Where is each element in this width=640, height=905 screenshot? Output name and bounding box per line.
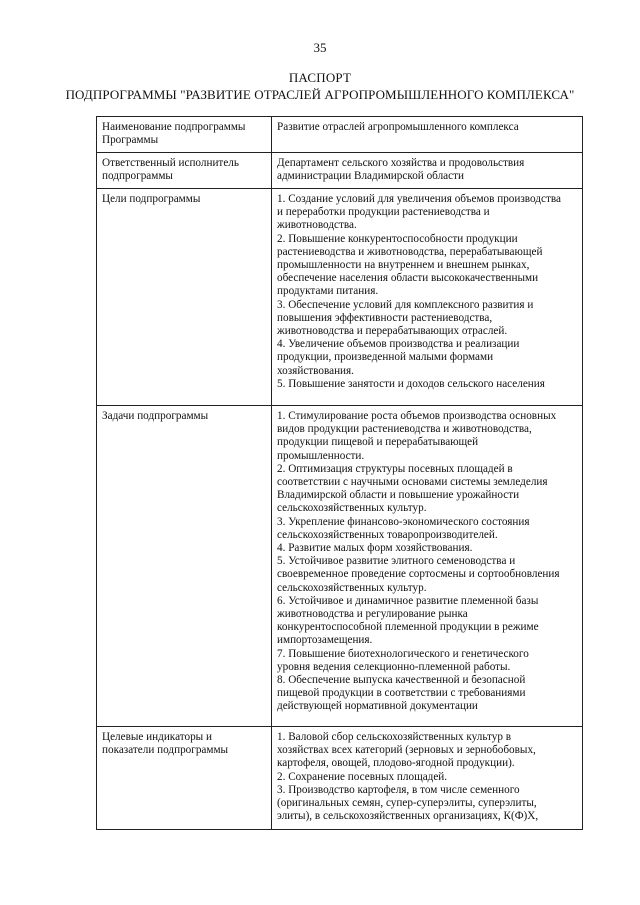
task-item: 5. Устойчивое развитие элитного семеноводства и своевременное проведение сортосмены и сортообновления сельскохозяйственных культур. xyxy=(277,555,560,594)
row-value xyxy=(272,406,583,727)
goal-item: 2. Повышение конкурентоспособности продукции растениеводства и животноводства, перерабатывающей промышленности на внутреннем и внешнем рынках, обеспечение населения области высококачественными продуктами питания. xyxy=(277,232,543,298)
table-row xyxy=(97,117,583,153)
goal-item: 5. Повышение занятости и доходов сельского населения xyxy=(277,377,545,390)
document-subtitle: ПОДПРОГРАММЫ "РАЗВИТИЕ ОТРАСЛЕЙ АГРОПРОМЫШЛЕННОГО КОМПЛЕКСА" xyxy=(65,87,575,102)
task-item: 3. Укрепление финансово-экономического состояния сельскохозяйственных товаропроизводителей. xyxy=(277,515,530,541)
table-row xyxy=(97,406,583,727)
row-label: Ответственный исполнитель подпрограммы xyxy=(97,153,272,189)
document-title: ПАСПОРТ xyxy=(288,70,352,85)
task-item: 7. Повышение биотехнологического и генетического уровня ведения селекционно-племенной работы. xyxy=(277,647,529,673)
indicator-item: 2. Сохранение посевных площадей. xyxy=(277,770,448,783)
table-row xyxy=(97,189,583,406)
goal-item: 4. Увеличение объемов производства и реализации продукции, произведенной малыми формами хозяйствования. xyxy=(277,338,520,377)
row-value: Департамент сельского хозяйства и продовольствия администрации Владимирской области xyxy=(272,153,583,189)
indicator-item: 1. Валовой сбор сельскохозяйственных культур в хозяйствах всех категорий (зерновых и зернобобовых, картофеля, овощей, плодово-ягодной продукции). xyxy=(277,731,536,770)
task-item: 4. Развитие малых форм хозяйствования. xyxy=(277,542,473,555)
goal-item: 3. Обеспечение условий для комплексного развития и повышения эффективности растениеводства, животноводства и перерабатывающих отраслей. xyxy=(277,298,534,338)
task-item: 2. Оптимизация структуры посевных площадей в соответствии с научными основами системы земледелия Владимирской области и повышение урожайности сельскохозяйственных культур. xyxy=(277,462,548,515)
task-item: 8. Обеспечение выпуска качественной и безопасной пищевой продукции в соответствии с требованиями действующей нормативной документации xyxy=(277,674,526,713)
goal-item: 1. Создание условий для увеличения объемов производства и переработки продукции растениеводства и животноводства. xyxy=(277,193,561,232)
row-value xyxy=(272,727,583,830)
task-item: 1. Стимулирование роста объемов производства основных видов продукции растениеводства и животноводства, продукции пищевой и перерабатывающей промышленности. xyxy=(277,410,557,462)
row-label: Задачи подпрограммы xyxy=(97,406,272,727)
table-row xyxy=(97,153,583,189)
passport-table xyxy=(96,116,583,830)
row-label: Целевые индикаторы и показатели подпрограммы xyxy=(97,727,272,830)
row-label: Наименование подпрограммы Программы xyxy=(97,117,272,153)
row-value: Развитие отраслей агропромышленного комплекса xyxy=(272,117,583,153)
task-item: 6. Устойчивое и динамичное развитие племенной базы животноводства и регулирование рынка конкурентоспособной племенной продукции в режиме импортозамещения. xyxy=(277,594,539,647)
table-row xyxy=(97,727,583,830)
page-number: 35 xyxy=(313,40,327,55)
row-label: Цели подпрограммы xyxy=(97,189,272,406)
row-value xyxy=(272,189,583,406)
indicator-item: 3. Производство картофеля, в том числе семенного (оригинальных семян, супер-суперэлиты, суперэлиты, элиты), в сельскохозяйственных организациях, К(Ф)Х, xyxy=(277,783,539,823)
